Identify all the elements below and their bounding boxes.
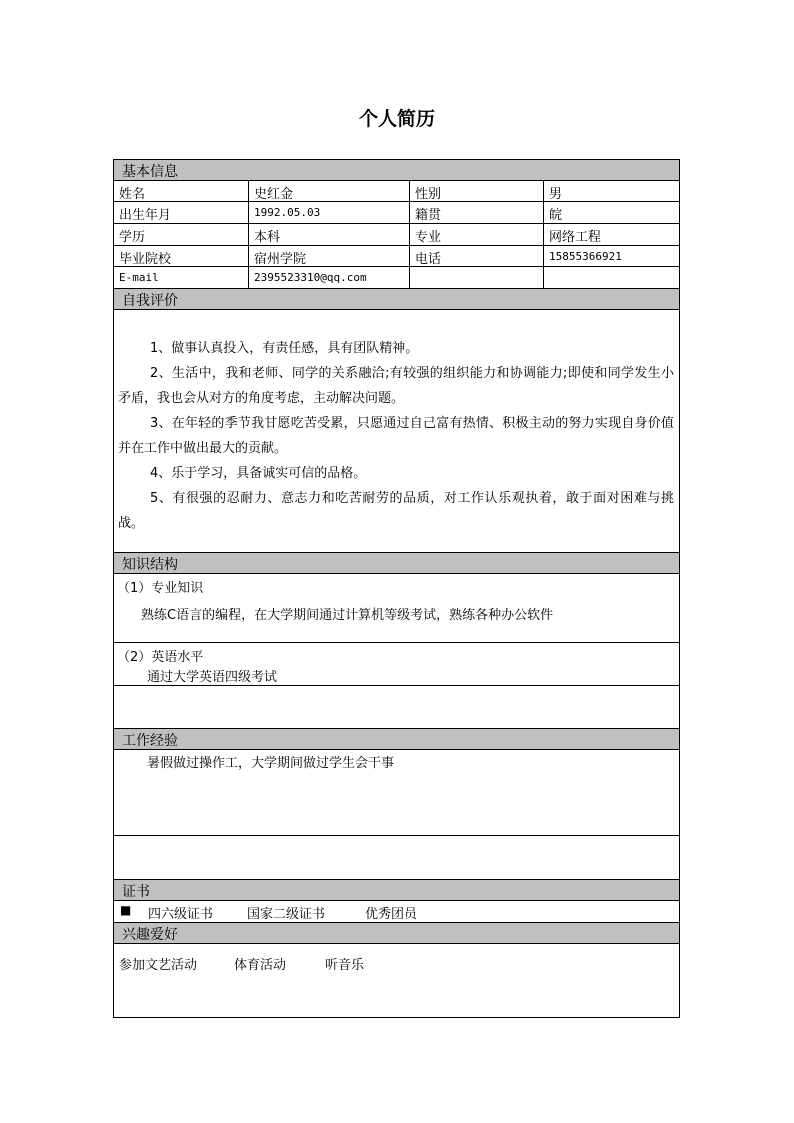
major-value: 网络工程 xyxy=(549,230,602,245)
rule xyxy=(114,573,679,574)
section-header-knowledge xyxy=(114,552,679,573)
pro-knowledge-text: 熟练C语言的编程，在大学期间通过计算机等级考试，熟练各种办公软件 xyxy=(141,608,554,623)
rule xyxy=(114,835,679,836)
school-label: 毕业院校 xyxy=(119,252,172,267)
name-value: 史红金 xyxy=(254,187,294,202)
hobby-item: 听音乐 xyxy=(325,958,365,973)
rule xyxy=(114,266,679,267)
rule xyxy=(114,1017,679,1018)
email-label: E-mail xyxy=(119,271,159,284)
hobby-item: 参加文艺活动 xyxy=(119,958,198,973)
column-rule xyxy=(248,180,249,288)
self-eval-item-5: 5、有很强的忍耐力、意志力和吃苦耐劳的品质，对工作认乐观执着，敢于面对困难与挑战。 xyxy=(118,491,674,531)
rule xyxy=(114,180,679,181)
cert-item: 国家二级证书 xyxy=(247,907,326,922)
birth-value: 1992.05.03 xyxy=(254,206,321,219)
section-header-self-eval xyxy=(114,288,679,309)
school-value: 宿州学院 xyxy=(254,252,307,267)
rule xyxy=(114,943,679,944)
cert-item: 四六级证书 xyxy=(148,907,214,922)
rule xyxy=(114,749,679,750)
section-title: 工作经验 xyxy=(122,733,178,749)
pro-knowledge-title: （1）专业知识 xyxy=(117,581,204,596)
section-header-certs xyxy=(114,879,679,900)
cert-item: 优秀团员 xyxy=(365,907,418,922)
rule xyxy=(114,685,679,686)
self-eval-item-1: 1、做事认真投入，有责任感，具有团队精神。 xyxy=(150,341,419,356)
rule xyxy=(114,728,679,729)
gender-label: 性别 xyxy=(415,187,442,202)
section-title: 兴趣爱好 xyxy=(122,927,178,943)
phone-value: 15855366921 xyxy=(549,250,622,263)
column-rule xyxy=(409,180,410,288)
hobby-item: 体育活动 xyxy=(234,958,287,973)
rule xyxy=(114,642,679,643)
rule xyxy=(114,900,679,901)
english-title: （2）英语水平 xyxy=(117,650,204,665)
edu-value: 本科 xyxy=(254,230,281,245)
section-title: 自我评价 xyxy=(122,293,178,309)
self-eval-item-2: 2、生活中，我和老师、同学的关系融洽;有较强的组织能力和协调能力;即使和同学发生小矛盾，我也会从对方的角度考虑，主动解决问题。 xyxy=(118,366,674,406)
section-title: 知识结构 xyxy=(122,557,178,573)
rule xyxy=(114,922,679,923)
section-header-basic xyxy=(114,159,679,180)
rule xyxy=(114,879,679,880)
column-rule xyxy=(543,180,544,288)
self-eval-item-4: 4、乐于学习，具备诚实可信的品格。 xyxy=(150,466,367,481)
section-header-work xyxy=(114,728,679,749)
rule xyxy=(114,309,679,310)
rule xyxy=(114,288,679,289)
self-eval-item-3: 3、在年轻的季节我甘愿吃苦受累，只愿通过自己富有热情、积极主动的努力实现自身价值并在工作中做出最大的贡献。 xyxy=(118,416,674,456)
rule xyxy=(114,223,679,224)
gender-value: 男 xyxy=(549,187,563,202)
major-label: 专业 xyxy=(415,230,442,245)
native-value: 皖 xyxy=(549,208,563,223)
section-title: 证书 xyxy=(122,884,150,900)
section-title: 基本信息 xyxy=(122,164,178,180)
english-text: 通过大学英语四级考试 xyxy=(147,670,278,685)
name-label: 姓名 xyxy=(119,187,146,202)
edu-label: 学历 xyxy=(119,230,146,245)
section-header-hobbies xyxy=(114,922,679,943)
work-text: 暑假做过操作工，大学期间做过学生会干事 xyxy=(147,756,395,771)
rule xyxy=(114,552,679,553)
email-value: 2395523310@qq.com xyxy=(254,271,367,284)
rule xyxy=(114,245,679,246)
birth-label: 出生年月 xyxy=(119,208,172,223)
resume-table xyxy=(113,159,680,1018)
bullet-icon: ■ xyxy=(120,903,132,917)
page-title: 个人简历 xyxy=(358,108,435,130)
rule xyxy=(114,201,679,202)
native-label: 籍贯 xyxy=(415,208,442,223)
phone-label: 电话 xyxy=(415,252,442,267)
rule xyxy=(114,159,679,160)
